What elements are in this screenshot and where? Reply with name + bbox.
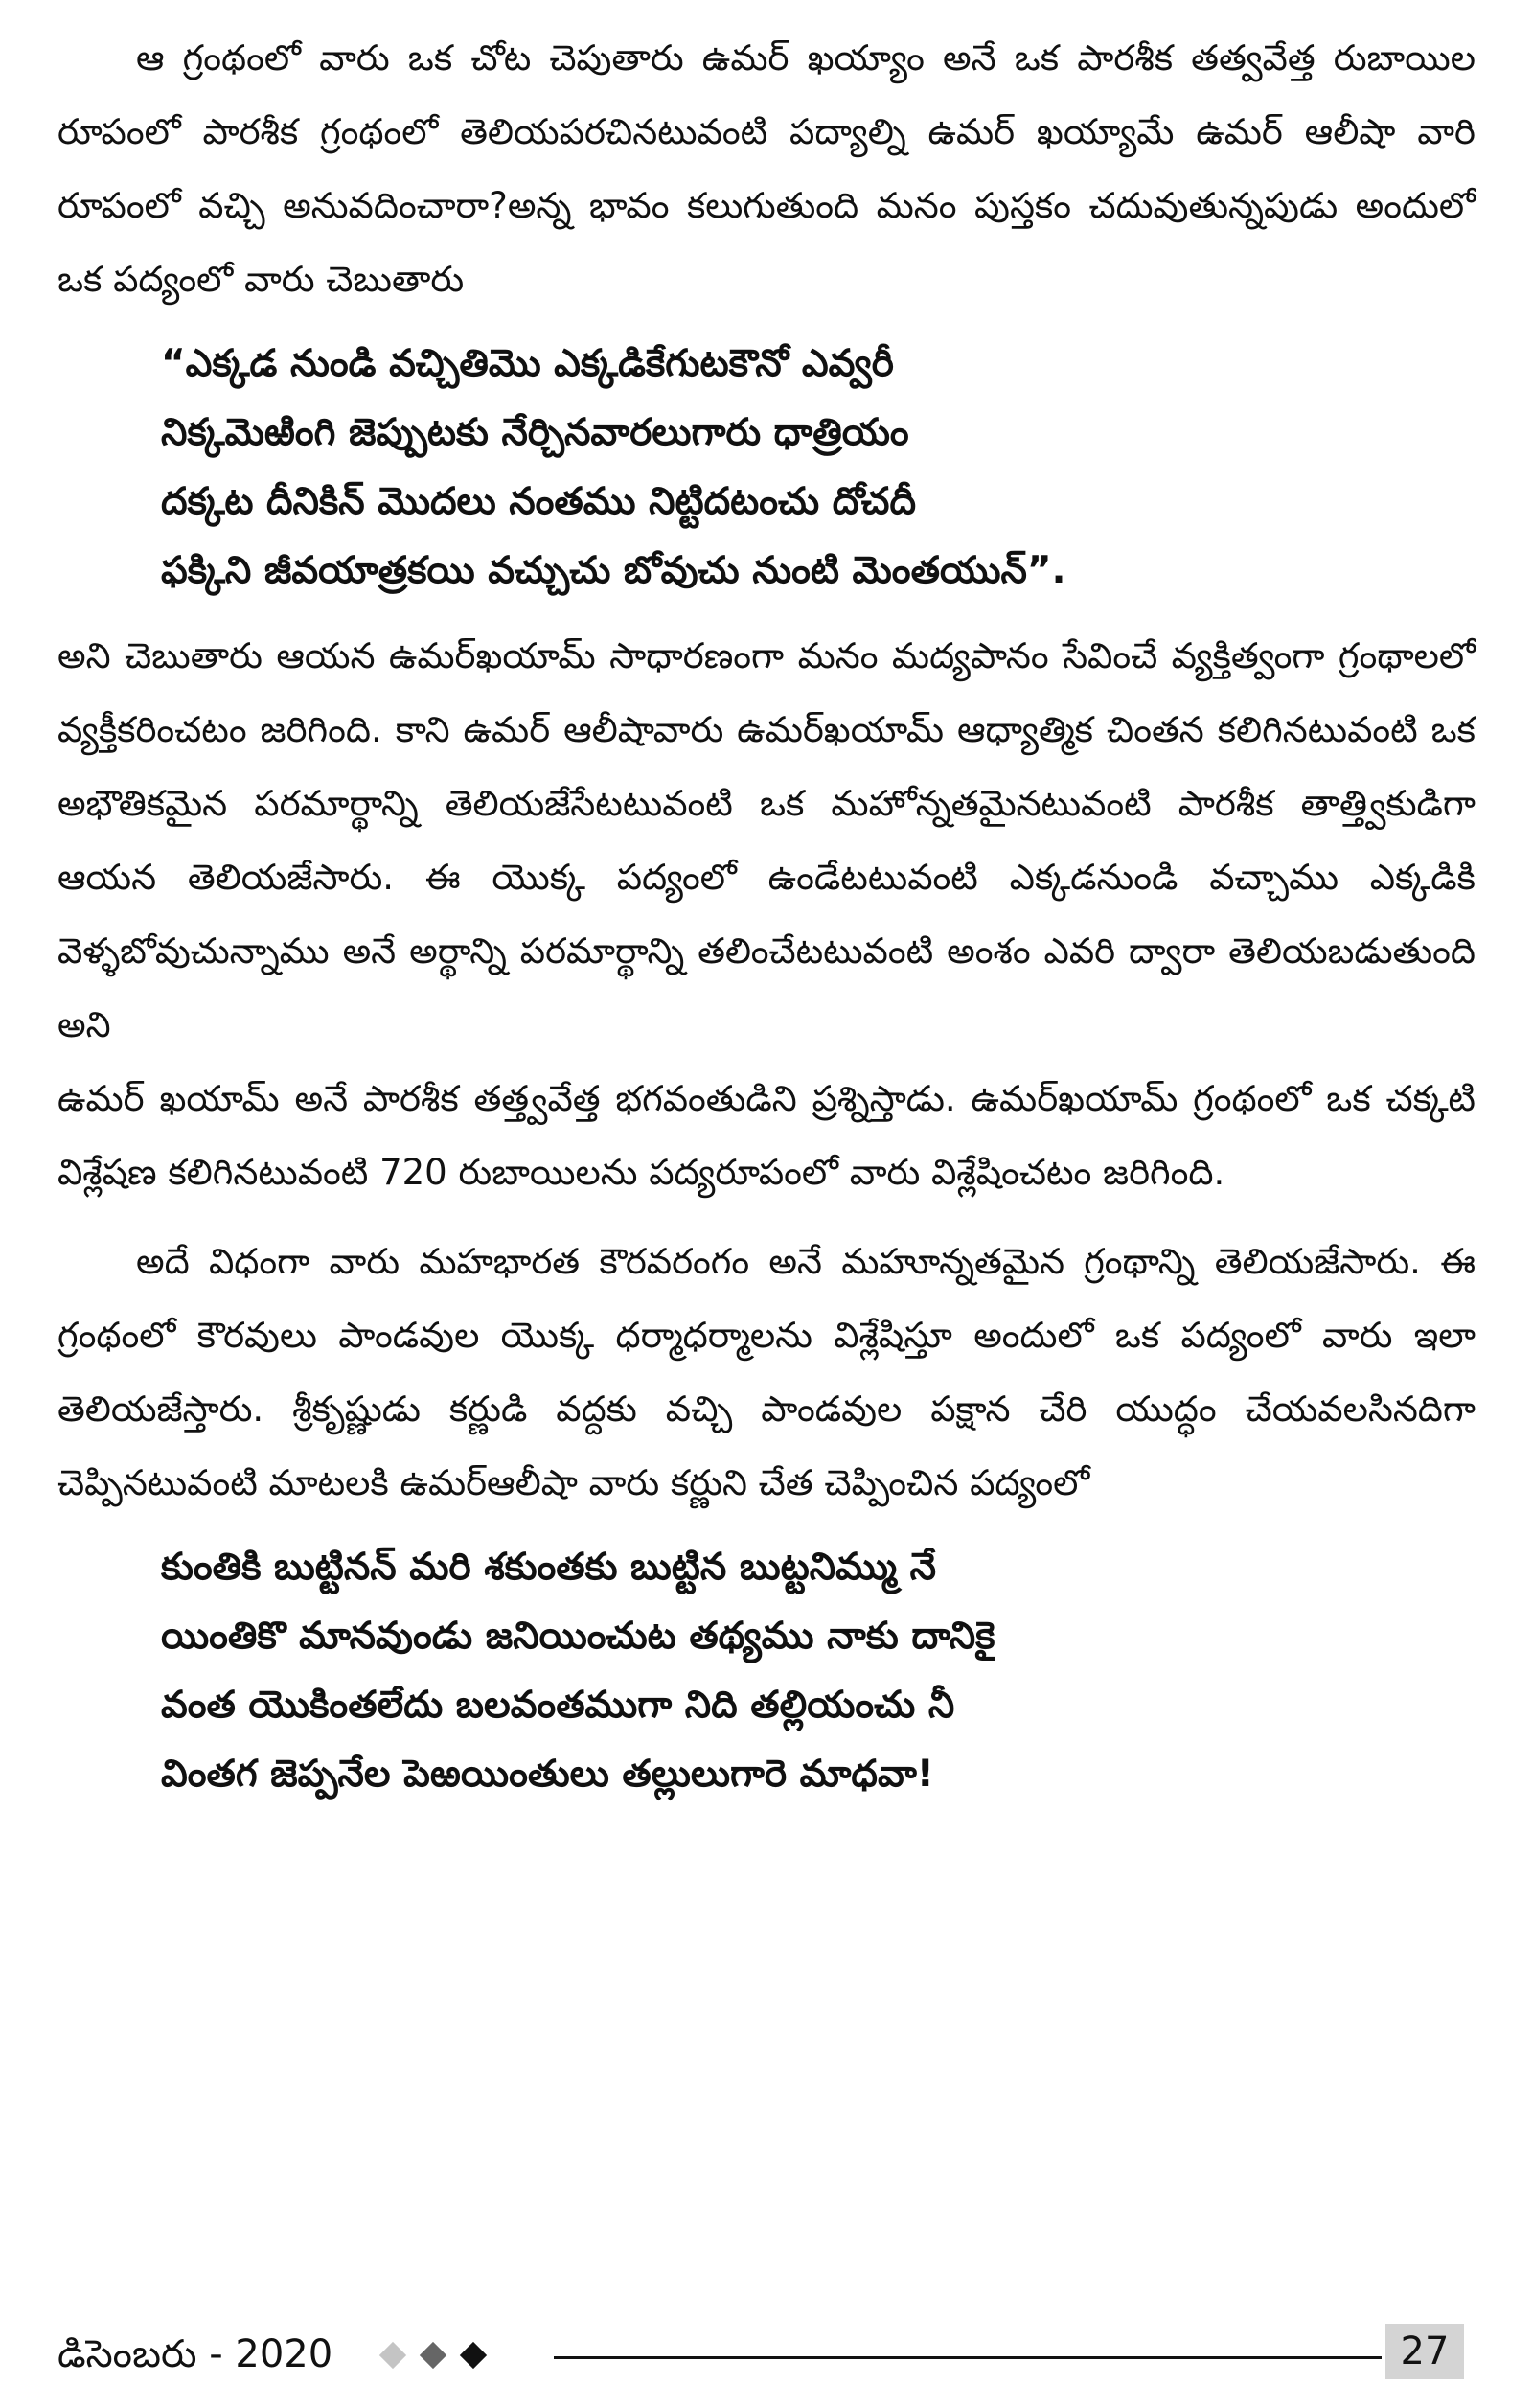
poem-omar-khayyam [161,330,1476,606]
poem-line: నిక్కమెఱింగి జెప్పుటకు నేర్చినవారలుగారు ధాత్రియం [161,411,909,454]
article-page [57,21,1476,2311]
issue-date: డిసెంబరు - 2020 [57,2332,333,2376]
diamond-icon [420,2342,446,2369]
page-footer [0,2324,1533,2391]
poem-line: వంత యొకింతలేదు బలవంతముగా నిది తల్లియంచు నీ [161,1684,955,1727]
paragraph-2: అని చెబుతారు ఆయన ఉమర్‌ఖయామ్ సాధారణంగా మనం మద్యపానం సేవించే వ్యక్తిత్వంగా గ్రంథాలలో వ్యక్తీకరించటం జరిగింది. కాని ఉమర్ ఆలీషావారు ఉమర్‌ఖయామ్ ఆధ్యాత్మిక చింతన కలిగినటువంటి ఒక అభౌతికమైన పరమార్థాన్ని తెలియజేసేటటువంటి ఒక మహోన్నతమైనటువంటి పారశీక తాత్త్వికుడిగా ఆయన తెలియజేసారు. ఈ యొక్క పద్యంలో ఉండేటటువంటి ఎక్కడనుండి వచ్చాము ఎక్కడికి వెళ్ళబోవుచున్నాము అనే అర్థాన్ని పరమార్థాన్ని తలించేటటువంటి అంశం ఎవరి ద్వారా తెలియబడుతుంది అని [57,635,1476,1045]
poem-line: వింతగ జెప్పనేల పెఱయింతులు తల్లులుగారె మాధవా! [161,1753,934,1796]
poem-line: “ఎక్కడ నుండి వచ్చితిమొ ఎక్కడికేగుటకౌనో ఎవ్వరీ [161,342,894,385]
poem-line: కుంతికి బుట్టినన్ మరి శకుంతకు బుట్టిన బుట్టనిమ్ము నే [161,1546,936,1589]
footer-rule [554,2356,1382,2359]
poem-line: దక్కట దీనికిన్ మొదలు నంతము నిట్టిదటంచు దోచదీ [161,480,916,523]
paragraph-1: ఆ గ్రంథంలో వారు ఒక చోట చెపుతారు ఉమర్ ఖయ్యాం అనే ఒక పారశీక తత్వవేత్త రుబాయిల రూపంలో పారశీక గ్రంథంలో తెలియపరచినటువంటి పద్యాల్ని ఉమర్ ఖయ్యామే ఉమర్ ఆలీషా వారి రూపంలో వచ్చి అనువదించారా?అన్న భావం కలుగుతుంది మనం పుస్తకం చదువుతున్నపుడు అందులో ఒక పద్యంలో వారు చెబుతారు [57,37,1476,300]
poem-line: యింతికొ మానవుండు జనియించుట తథ్యము నాకు దానికై [161,1615,995,1658]
diamond-icon [460,2342,487,2369]
paragraph-3: ఉమర్ ఖయామ్ అనే పారశీక తత్త్వవేత్త భగవంతుడిని ప్రశ్నిస్తాడు. ఉమర్‌ఖయామ్ గ్రంథంలో ఒక చక్కటి విశ్లేషణ కలిగినటువంటి 720 రుబాయిలను పద్యరూపంలో వారు విశ్లేషించటం జరిగింది. [57,1078,1476,1193]
page-number: 27 [1385,2324,1464,2379]
poem-karna [161,1533,1476,1809]
diamond-icon [379,2342,406,2369]
poem-line: ఫక్కిని జీవయాత్రకయి వచ్చుచు బోవుచు నుంటి మెంతయున్”. [161,549,1066,592]
diamond-ornament [383,2343,483,2368]
paragraph-4: అదే విధంగా వారు మహభారత కౌరవరంగం అనే మహూన్నతమైన గ్రంథాన్ని తెలియజేసారు. ఈ గ్రంథంలో కౌరవులు పాండవుల యొక్క ధర్మాధర్మాలను విశ్లేషిస్తూ అందులో ఒక పద్యంలో వారు ఇలా తెలియజేస్తారు. శ్రీకృష్ణుడు కర్ణుడి వద్దకు వచ్చి పాండవుల పక్షాన చేరి యుద్ధం చేయవలసినదిగా చెప్పినటువంటి మాటలకి ఉమర్‌ఆలీషా వారు కర్ణుని చేత చెప్పించిన పద్యంలో [57,1241,1476,1503]
